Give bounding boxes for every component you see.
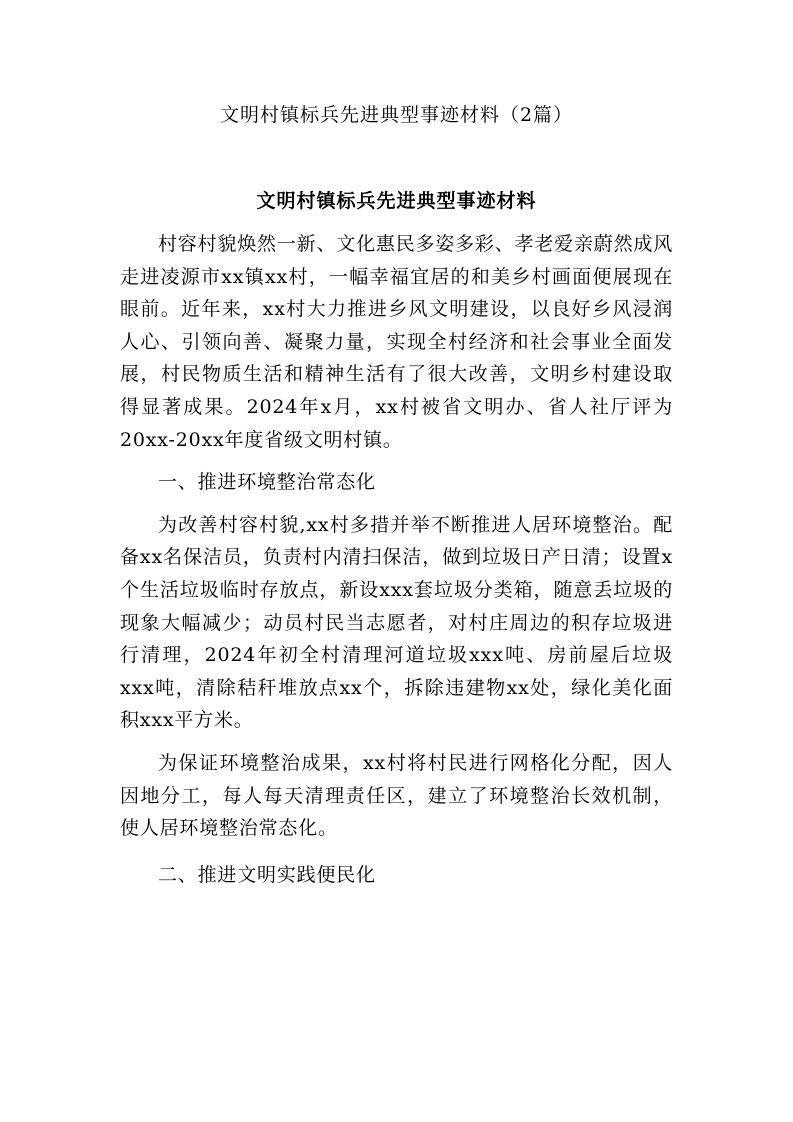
article-title: 文明村镇标兵先进典型事迹材料 <box>256 190 537 212</box>
document-title: 文明村镇标兵先进典型事迹材料（2篇） <box>219 104 574 126</box>
section-heading-1: 一、推进环境整治常态化 <box>158 471 376 494</box>
article-body <box>120 228 673 891</box>
paragraph-intro: 村容村貌焕然一新、文化惠民多姿多彩、孝老爱亲蔚然成风走进凌源市xx镇xx村，一幅幸福宜居的和美乡村画面便展现在眼前。近年来，xx村大力推进乡风文明建设，以良好乡风浸润人心、引领向善、凝聚力量，实现全村经济和社会事业全面发展，村民物质生活和精神生活有了很大改善，文明乡村建设取得显著成果。2024年x月，xx村被省文明办、省人社厅评为20xx-20xx年度省级文明村镇。 <box>120 233 673 451</box>
section-heading-2: 二、推进文明实践便民化 <box>158 863 376 886</box>
paragraph-environment-result: 为保证环境整治成果，xx村将村民进行网格化分配，因人因地分工，每人每天清理责任区，建立了环境整治长效机制，使人居环境整治常态化。 <box>120 751 673 840</box>
paragraph-environment: 为改善村容村貌,xx村多措并举不断推进人居环境整治。配备xx名保洁员，负责村内清扫保洁，做到垃圾日产日清；设置x个生活垃圾临时存放点，新设xxx套垃圾分类箱，随意丢垃圾的现象大幅减少；动员村民当志愿者，对村庄周边的积存垃圾进行清理，2024年初全村清理河道垃圾xxx吨、房前屋后垃圾xxx吨，清除秸秆堆放点xx个，拆除违建物xx处，绿化美化面积xxx平方米。 <box>120 513 673 732</box>
